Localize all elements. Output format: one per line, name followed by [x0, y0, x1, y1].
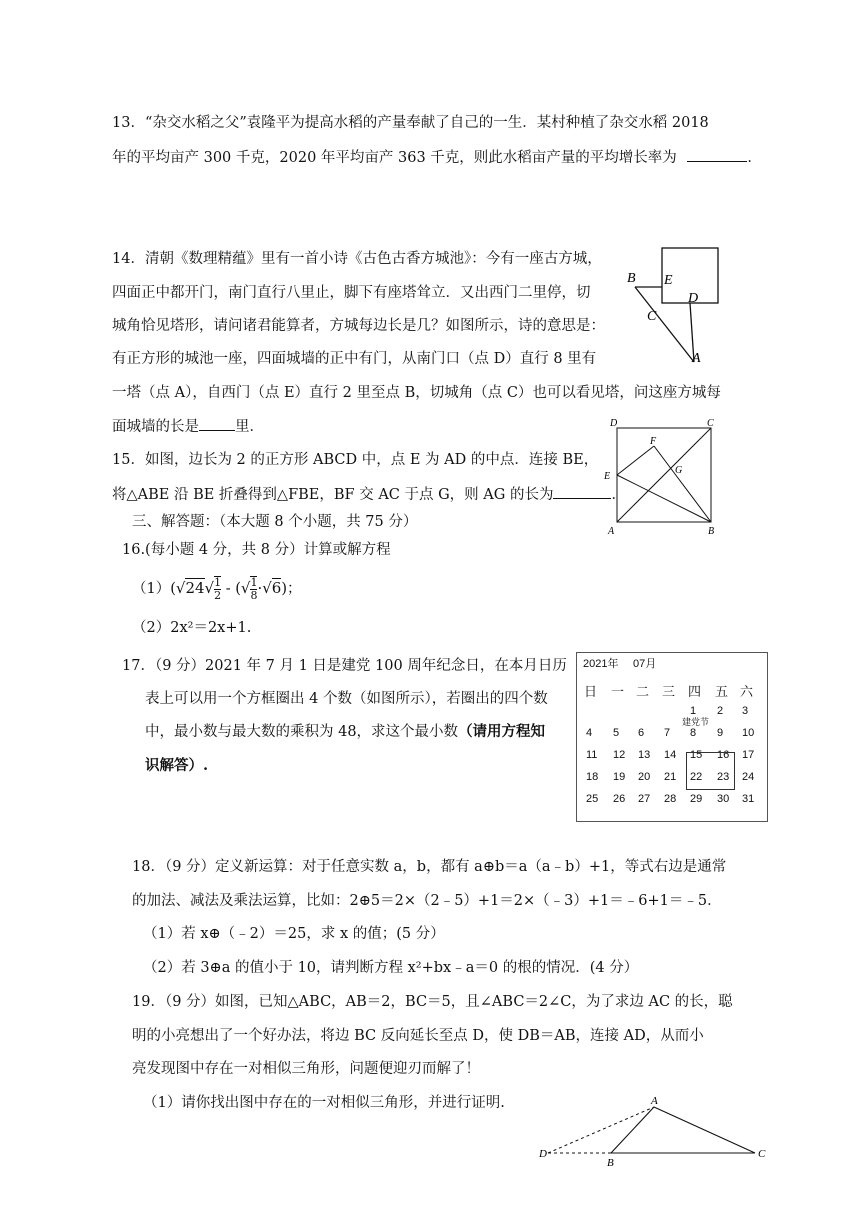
sqrt-6: ·√6 [257, 579, 282, 597]
calendar-day: 16 [717, 749, 730, 761]
q17-line3-text: 中，最小数与最大数的乘积为 48，求这个最小数 [145, 724, 459, 740]
q13-line2 [112, 147, 762, 168]
q19-line3: 亮发现图中存在一对相似三角形，问题便迎刃而解了！ [132, 1061, 480, 1077]
q14-line4: 有正方形的城池一座，四面城墙的正中有门，从南门口（点 D）直行 8 里有 [112, 351, 597, 367]
calendar-grid [577, 653, 767, 821]
q15-figure [600, 414, 730, 539]
calendar [576, 652, 768, 822]
label-a: A [651, 1095, 658, 1107]
calendar-day: 15 [690, 749, 703, 761]
calendar-weekday: 日 [584, 684, 598, 699]
calendar-day: 29 [690, 793, 703, 805]
calendar-day: 14 [664, 749, 677, 761]
calendar-day: 5 [613, 727, 620, 739]
calendar-day: 13 [638, 749, 651, 761]
q14-line6-text: 面城墙的长是 [112, 419, 199, 435]
line-ac [654, 1107, 755, 1153]
q16-p1-open: （1）( [132, 581, 176, 597]
q16-p1-close: )； [281, 581, 302, 597]
label-c: C [647, 309, 657, 324]
sqrt-eighth: √ $\frac{1}{8}$ [240, 576, 258, 602]
q16-part1 [132, 576, 302, 606]
q18-line4: （2）若 3⊕a 的值小于 10，请判断方程 x²+bx﹣a＝0 的根的情况．(4 分） [143, 960, 639, 976]
q16-heading: 16.(每小题 4 分，共 8 分）计算或解方程 [122, 542, 391, 558]
q18-line3: （1）若 x⊕（﹣2）＝25，求 x 的值；(5 分） [143, 926, 445, 942]
q17-line3 [145, 722, 545, 742]
calendar-weekday: 六 [740, 684, 754, 699]
q15-line1: 15．如图，边长为 2 的正方形 ABCD 中，点 E 为 AD 的中点．连接 BE， [112, 452, 599, 468]
q17-line4: 识解答）. [145, 757, 209, 774]
calendar-day: 22 [690, 771, 703, 783]
q18-line2: 的加法、减法及乘法运算，比如：2⊕5＝2×（2﹣5）+1＝2×（﹣3）+1＝﹣6+1＝﹣5． [132, 893, 722, 909]
q15-end: ． [611, 487, 626, 503]
calendar-weekday: 一 [611, 684, 625, 699]
q14-answer-blank[interactable] [199, 416, 235, 431]
label-e: E [604, 471, 611, 482]
q16-p1-mid: - ( [225, 581, 241, 597]
calendar-day: 21 [664, 771, 677, 783]
q14-line3: 城角恰见塔形，请问诸君能算者，方城每边长是几？如图所示，诗的意思是： [112, 318, 605, 334]
calendar-weekday: 二 [636, 684, 650, 699]
q14-line2: 四面正中都开门，南门直行八里止，脚下有座塔耸立．又出西门二里停，切 [112, 285, 591, 301]
calendar-day: 6 [638, 727, 645, 739]
calendar-weekday: 五 [715, 684, 729, 699]
label-a: A [692, 351, 701, 366]
q17-line2: 表上可以用一个方框圈出 4 个数（如图所示），若圈出的四个数 [145, 691, 548, 707]
calendar-day: 2 [717, 705, 724, 717]
calendar-day: 7 [664, 727, 671, 739]
calendar-day: 3 [742, 705, 749, 717]
calendar-day: 30 [717, 793, 730, 805]
line-be [617, 475, 711, 522]
q14-line6-end: 里． [235, 419, 264, 435]
label-b: B [708, 526, 715, 537]
calendar-day: 8 [690, 727, 697, 739]
q13-answer-blank[interactable] [687, 147, 747, 162]
calendar-day: 26 [613, 793, 626, 805]
label-b: B [607, 1157, 614, 1169]
label-c: C [707, 418, 714, 429]
q16-part2: （2）2x²＝2x+1. [132, 620, 252, 636]
line-ba [635, 287, 694, 362]
calendar-selection-box [686, 752, 735, 790]
label-d: D [688, 291, 699, 306]
label-f: F [650, 436, 657, 447]
calendar-holiday: 建党节 [682, 717, 710, 727]
q13-line2-text: 年的平均亩产 300 千克，2020 年平均亩产 363 千克，则此水稻亩产量的平均增长率为 [112, 150, 677, 166]
calendar-day: 10 [742, 727, 755, 739]
label-b: B [627, 271, 636, 286]
line-fb [654, 446, 711, 522]
calendar-day: 23 [717, 771, 730, 783]
q15-line2-text: 将△ABE 沿 BE 折叠得到△FBE，BF 交 AC 于点 G，则 AG 的长为 [112, 487, 554, 503]
calendar-day: 25 [586, 793, 599, 805]
calendar-day: 11 [586, 749, 598, 761]
q14-line6 [112, 416, 264, 437]
calendar-day: 17 [742, 749, 755, 761]
sqrt-half: √ $\frac{1}{2}$ [204, 576, 222, 602]
calendar-year: 2021年 [583, 658, 619, 670]
calendar-month: 07月 [633, 658, 657, 670]
calendar-day: 20 [638, 771, 651, 783]
label-g: G [675, 465, 683, 476]
q17-line3-bold: （请用方程知 [458, 723, 546, 740]
line-da [548, 1107, 654, 1153]
q19-figure [535, 1090, 775, 1170]
label-e: E [664, 273, 673, 288]
label-c: C [758, 1148, 766, 1160]
calendar-day: 4 [586, 727, 593, 739]
label-d: D [539, 1148, 547, 1160]
calendar-day: 27 [638, 793, 651, 805]
calendar-day: 24 [742, 771, 755, 783]
q19-line4: （1）请你找出图中存在的一对相似三角形，并进行证明. [143, 1095, 505, 1111]
q14-line1: 14．清朝《数理精蕴》里有一首小诗《古色古香方城池》：今有一座古方城， [112, 251, 602, 267]
label-a: A [608, 526, 615, 537]
calendar-day: 19 [613, 771, 626, 783]
q13-line1: 13．“杂交水稻之父”袁隆平为提高水稻的产量奉献了自己的一生．某村种植了杂交水稻 2018 [112, 115, 709, 131]
calendar-day: 31 [742, 793, 755, 805]
q19-line2: 明的小亮想出了一个好办法，将边 BC 反向延长至点 D，使 DB＝AB，连接 AD，从而小 [132, 1028, 704, 1044]
calendar-weekday: 四 [688, 684, 702, 699]
calendar-day: 1 [690, 705, 697, 717]
q18-line1: 18．（9 分）定义新运算：对于任意实数 a，b，都有 a⊕b＝a（a﹣b）+1，等式右边是通常 [132, 859, 727, 875]
q15-line2 [112, 484, 626, 505]
label-d: D [610, 418, 618, 429]
calendar-day: 18 [586, 771, 599, 783]
calendar-day: 9 [717, 727, 724, 739]
section3-heading: 三、解答题：（本大题 8 个小题，共 75 分） [132, 514, 418, 530]
q14-figure [620, 240, 740, 370]
q13-end: ． [747, 150, 762, 166]
sqrt-24: √24 [175, 579, 205, 597]
line-ab [611, 1107, 654, 1153]
q14-line5: 一塔（点 A），自西门（点 E）直行 2 里至点 B，切城角（点 C）也可以看见塔，问这座方城每 [112, 385, 721, 401]
diagonal-ac [617, 428, 711, 522]
line-ef [617, 446, 654, 475]
calendar-day: 28 [664, 793, 677, 805]
q19-line1: 19．（9 分）如图，已知△ABC，AB＝2，BC＝5，且∠ABC＝2∠C，为了求边 AC 的长，聪 [132, 994, 733, 1010]
q17-line1: 17．（9 分）2021 年 7 月 1 日是建党 100 周年纪念日，在本月日历 [122, 658, 567, 674]
calendar-weekday: 三 [662, 684, 676, 699]
calendar-day: 12 [613, 749, 626, 761]
